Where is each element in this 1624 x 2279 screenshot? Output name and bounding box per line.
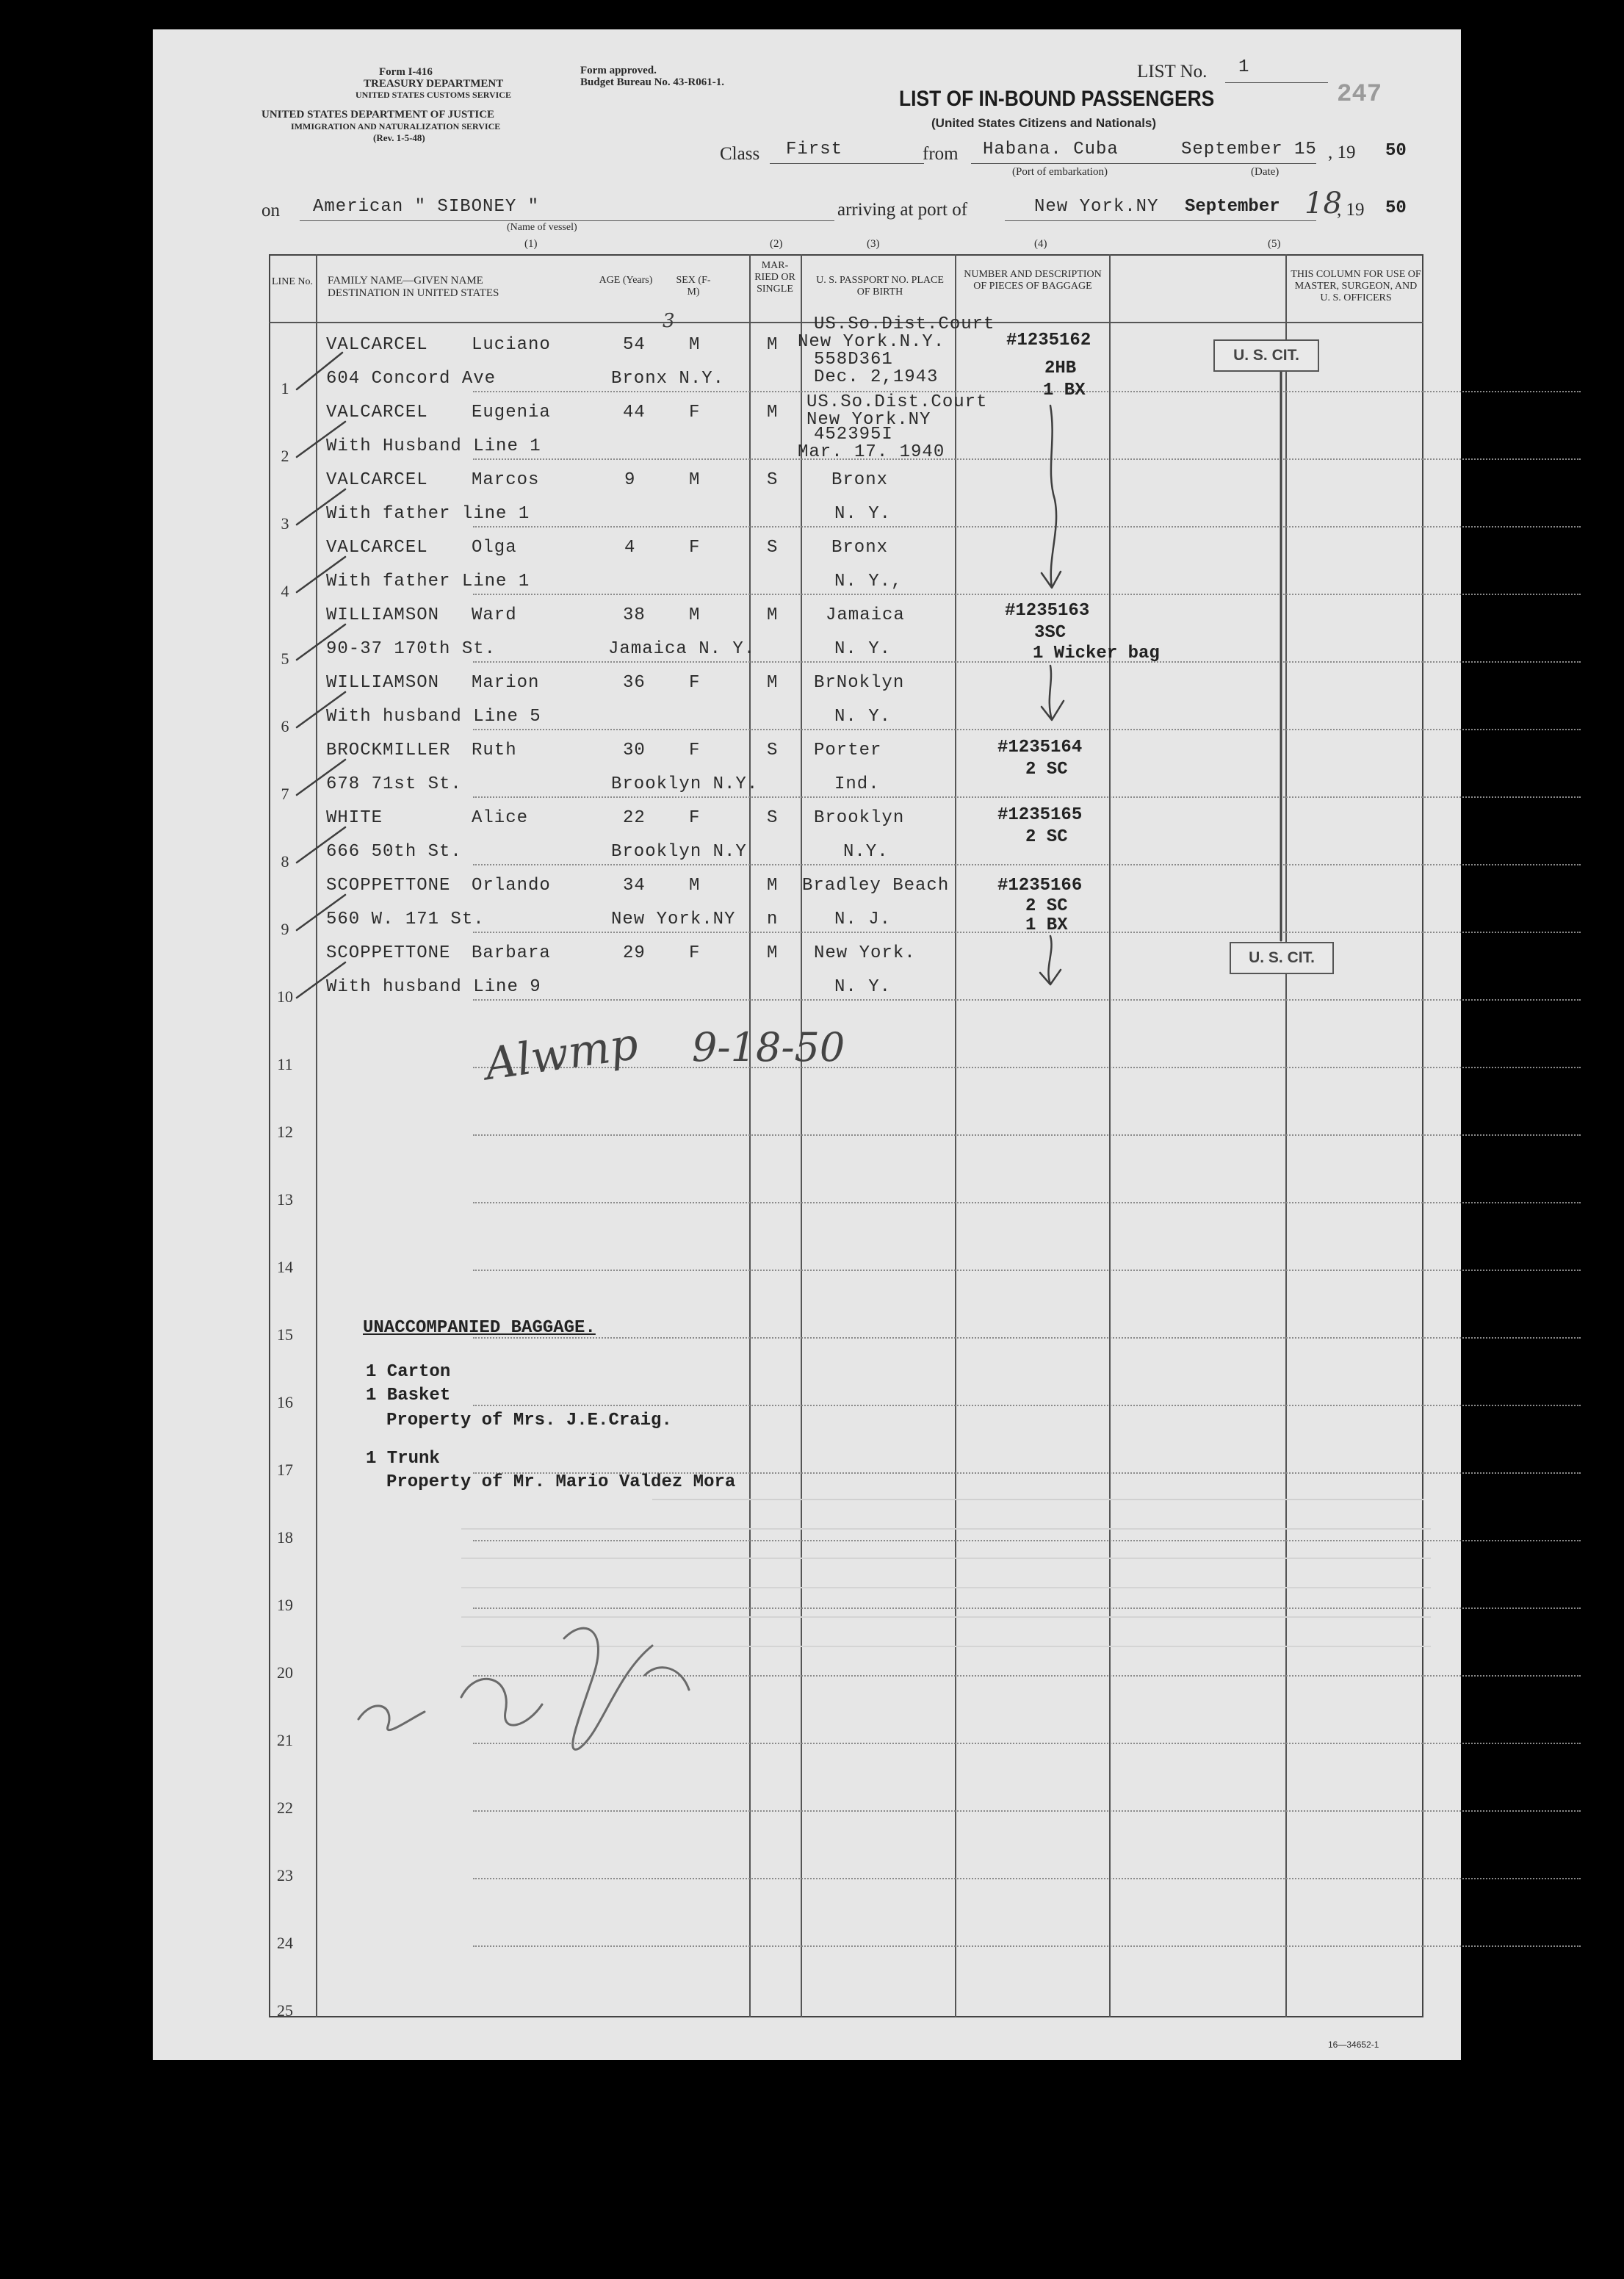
sex: M [689,605,701,625]
date-caption: (Date) [1251,166,1280,178]
line-number: 14 [277,1258,293,1276]
officer-signature [344,1587,784,1763]
passport-number: 558D361 [814,350,893,370]
line-number: 10 [277,987,293,1006]
arrival-port: New York.NY [1034,197,1159,217]
line-number: 16 [277,1393,293,1411]
line-number: 11 [277,1055,293,1073]
birth-state: N. J. [834,910,892,929]
birth-place: Bronx [831,538,889,558]
baggage-desc: 3SC [1034,623,1067,643]
given-name: Eugenia [472,403,551,422]
birth-state: N. Y., [834,572,903,591]
line-number: 8 [281,852,289,871]
sex: F [689,943,701,963]
baggage-number: #1235163 [1005,601,1090,621]
marital-status: M [767,403,779,422]
check-mark [297,422,345,457]
check-mark [297,624,345,660]
baggage-extra: 1 BX [1043,381,1086,400]
baggage-number: #1235162 [1006,331,1091,350]
age: 36 [623,673,646,693]
line-number: 5 [281,649,289,668]
arrival-year: 50 [1385,198,1407,218]
age: 44 [623,403,646,422]
year-prefix: , 19 [1328,143,1356,162]
page-stamp-number: 247 [1337,81,1382,109]
destination: With husband Line 9 [326,977,541,997]
arrival-month: September [1185,197,1280,217]
destination: With husband Line 5 [326,707,541,727]
line-number: 2 [281,447,289,465]
column-number-2: (2) [770,238,783,250]
baggage-desc: 2HB [1044,359,1077,378]
on-label: on [261,201,280,220]
destination: With Husband Line 1 [326,436,541,456]
check-mark [297,962,345,998]
check-mark [297,827,345,863]
given-name: Olga [472,538,517,558]
destination-city: Jamaica N. Y. [608,639,756,659]
given-name: Ward [472,605,517,625]
unaccompanied-owner: Property of Mrs. J.E.Craig. [386,1411,672,1430]
departure-year: 50 [1385,141,1407,161]
family-name: VALCARCEL [326,403,428,422]
given-name: Luciano [472,335,551,355]
check-mark [297,692,345,727]
baggage-desc: 2 SC [1025,896,1068,916]
passport-court: US.So.Dist.Court [814,314,995,334]
doj-label: UNITED STATES DEPARTMENT OF JUSTICE [261,109,495,120]
birth-state: N. Y. [834,977,892,997]
column-number-3: (3) [867,238,880,250]
baggage-number: #1235166 [997,876,1083,896]
line-number: 9 [281,920,289,938]
line-number: 7 [281,785,289,803]
baggage-number: #1235164 [997,738,1083,757]
inspector-signature: Alwmp [482,1018,642,1091]
line-number: 3 [281,514,289,533]
destination: 90-37 170th St. [326,639,497,659]
class-value: First [786,140,843,159]
marital-status: S [767,808,779,828]
list-number: 1 [1238,57,1250,77]
baggage-extra: 1 Wicker bag [1033,644,1160,663]
sex: F [689,808,701,828]
sex: M [689,876,701,896]
birth-state: N. Y. [834,707,892,727]
family-name: SCOPPETTONE [326,876,451,896]
header-sex: SEX (F-M) [676,275,711,298]
destination-city: Brooklyn N.Y [611,842,747,862]
birth-place: BrNoklyn [814,673,905,693]
family-name: VALCARCEL [326,538,428,558]
vessel-caption: (Name of vessel) [507,222,577,233]
treasury-label: TREASURY DEPARTMENT [364,78,504,90]
baggage-extra: 1 BX [1025,915,1068,935]
destination: With father line 1 [326,504,530,524]
marital-status-note: n [767,910,779,929]
line-number: 12 [277,1123,293,1141]
passport-place: New York.NY [806,410,931,430]
age: 38 [623,605,646,625]
given-name: Ruth [472,741,517,760]
birth-place: Porter [814,741,882,760]
passport-court: US.So.Dist.Court [806,392,988,412]
given-name: Barbara [472,943,551,963]
birth-place: Bronx [831,470,889,490]
header-baggage: NUMBER AND DESCRIPTION OF PIECES OF BAGGAGE [964,269,1102,292]
age: 34 [623,876,646,896]
family-name: BROCKMILLER [326,741,451,760]
header-age: AGE (Years) [599,275,653,286]
marital-status: S [767,470,779,490]
marital-status: M [767,876,779,896]
column-number-5: (5) [1268,238,1281,250]
unaccompanied-item: 1 Basket [366,1386,451,1405]
given-name: Orlando [472,876,551,896]
line-number: 6 [281,717,289,735]
sex: F [689,673,701,693]
age: 9 [624,470,636,490]
embarkation-port: Habana. Cuba [983,140,1119,159]
baggage-number: #1235165 [997,805,1083,825]
header-line-no: LINE No. [272,276,313,287]
family-name: WILLIAMSON [326,605,440,625]
passport-place: New York.N.Y. [798,332,945,352]
line-number: 24 [277,1934,293,1952]
destination: 666 50th St. [326,842,462,862]
family-name: VALCARCEL [326,470,428,490]
sex: F [689,403,701,422]
destination-city: Bronx N.Y. [611,369,725,389]
approved-label: Form approved. [580,65,657,76]
marital-status: S [767,538,779,558]
family-name: VALCARCEL [326,335,428,355]
header-passport: U. S. PASSPORT NO. PLACE OF BIRTH [816,275,944,298]
age: 29 [623,943,646,963]
age: 4 [624,538,636,558]
birth-place: Jamaica [826,605,905,625]
line-number: 23 [277,1866,293,1884]
sex: M [689,335,701,355]
customs-label: UNITED STATES CUSTOMS SERVICE [356,90,511,100]
sex: F [689,538,701,558]
marital-status: M [767,673,779,693]
budget-label: Budget Bureau No. 43-R061-1. [580,76,724,88]
line-number: 22 [277,1799,293,1817]
handwritten-marker: 3 [663,310,675,332]
arrival-day: 18 [1304,187,1342,220]
unaccompanied-owner: Property of Mr. Mario Valdez Mora [386,1472,736,1492]
check-mark [297,557,345,592]
line-number: 17 [277,1461,293,1479]
unaccompanied-item: 1 Trunk [366,1449,440,1469]
footer-form-code: 16—34652-1 [1328,2039,1379,2050]
given-name: Marion [472,673,540,693]
us-citizen-stamp-top: U. S. CIT. [1213,339,1319,372]
baggage-desc: 2 SC [1025,760,1068,780]
family-name: WILLIAMSON [326,673,440,693]
inspection-date: 9-18-50 [692,1024,845,1070]
destination: 604 Concord Ave [326,369,497,389]
birth-state: N. Y. [834,639,892,659]
age: 54 [623,335,646,355]
line-number: 20 [277,1663,293,1682]
passport-date: Mar. 17. 1940 [798,442,945,462]
marital-status: S [767,741,779,760]
line-number: 1 [281,379,289,397]
header-destination: DESTINATION IN UNITED STATES [328,287,499,299]
check-mark [297,489,345,525]
rev-label: (Rev. 1-5-48) [373,132,425,143]
destination: With father Line 1 [326,572,530,591]
destination-city: Brooklyn N.Y. [611,774,759,794]
passenger-manifest-page [153,29,1461,2060]
birth-place: New York. [814,943,916,963]
given-name: Marcos [472,470,540,490]
baggage-arrow [1040,936,1061,984]
age: 22 [623,808,646,828]
given-name: Alice [472,808,529,828]
header-officers: THIS COLUMN FOR USE OF MASTER, SURGEON, AND U. S. OFFICERS [1291,269,1421,303]
column-number-4: (4) [1034,238,1047,250]
line-number: 15 [277,1325,293,1344]
us-citizen-stamp-bottom: U. S. CIT. [1230,942,1334,974]
embarkation-caption: (Port of embarkation) [1012,166,1108,178]
sex: F [689,741,701,760]
unaccompanied-item: 1 Carton [366,1362,451,1382]
family-name: WHITE [326,808,383,828]
vessel-name: American " SIBONEY " [313,197,540,217]
departure-date: September 15 [1181,140,1317,159]
destination: 560 W. 171 St. [326,910,485,929]
check-mark [297,760,345,795]
page-title: LIST OF IN-BOUND PASSENGERS [899,87,1215,111]
check-mark [297,895,345,930]
form-number: Form I-416 [379,66,433,78]
birth-state: N.Y. [843,842,889,862]
line-number: 18 [277,1528,293,1547]
page-subtitle: (United States Citizens and Nationals) [931,116,1157,130]
passport-date: Dec. 2,1943 [814,367,939,387]
destination-city: New York.NY [611,910,736,929]
baggage-arrow [1042,666,1064,720]
marital-status: M [767,943,779,963]
line-number: 13 [277,1190,293,1209]
line-number: 4 [281,582,289,600]
class-label: Class [720,144,760,164]
from-label: from [923,144,959,164]
ins-label: IMMIGRATION AND NATURALIZATION SERVICE [291,121,501,132]
baggage-arrow [1042,406,1061,588]
birth-state: N. Y. [834,504,892,524]
birth-place: Bradley Beach [802,876,950,896]
officer-signature-text: J. E. C. [447,1631,472,1639]
destination: 678 71st St. [326,774,462,794]
birth-state: Ind. [834,774,880,794]
check-mark [297,353,342,389]
header-married: MAR-RIED OR SINGLE [754,260,795,295]
baggage-desc: 2 SC [1025,827,1068,847]
age: 30 [623,741,646,760]
list-number-label: LIST No. [1137,62,1208,82]
birth-place: Brooklyn [814,808,905,828]
unaccompanied-heading: UNACCOMPANIED BAGGAGE. [363,1318,596,1338]
sex: M [689,470,701,490]
marital-status: M [767,335,779,355]
marital-status: M [767,605,779,625]
line-number: 21 [277,1731,293,1749]
line-number: 25 [277,2001,293,2020]
passport-number: 452395I [814,425,893,444]
column-number-1: (1) [524,238,538,250]
arriving-label: arriving at port of [837,200,968,220]
line-number: 19 [277,1596,293,1614]
header-name: FAMILY NAME—GIVEN NAME [328,275,483,287]
arrival-year-prefix: , 19 [1337,200,1365,220]
family-name: SCOPPETTONE [326,943,451,963]
